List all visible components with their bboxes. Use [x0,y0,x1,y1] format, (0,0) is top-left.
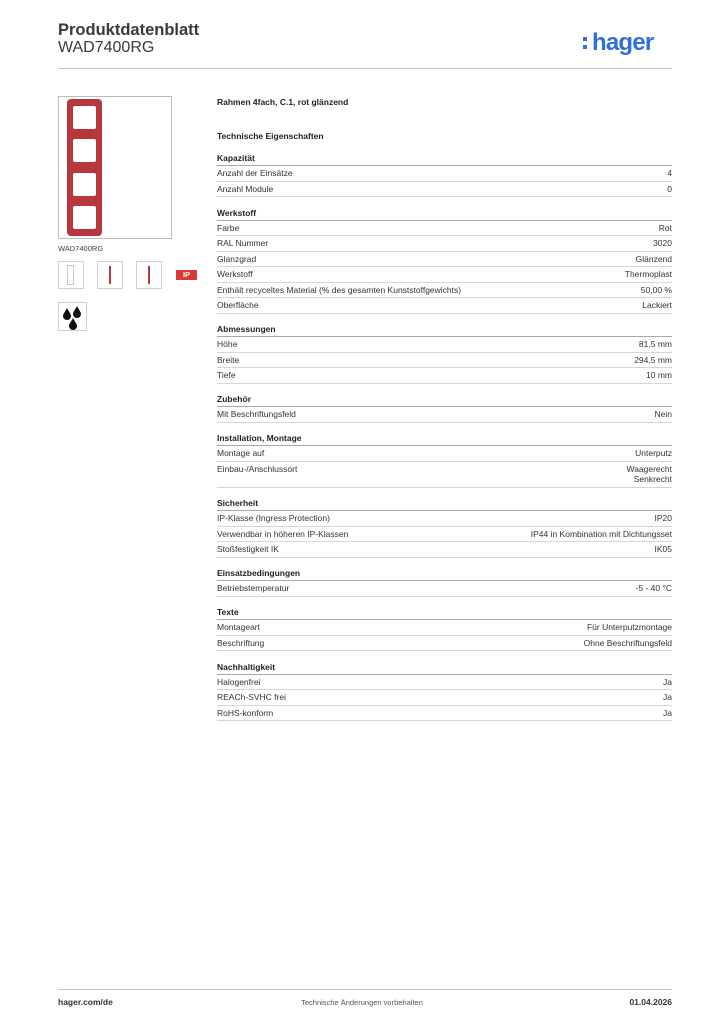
spec-row [217,542,672,558]
spec-value-group [634,355,672,366]
footer-website-link[interactable]: hager.com/de [58,997,113,1007]
spec-value: Glänzend [635,253,672,264]
footer-date: 01.04.2026 [629,997,672,1007]
ip-badge-icon: IP [176,270,197,280]
spec-label: Breite [217,354,240,365]
spec-value: Nein [654,409,672,419]
spec-value: Lackiert [642,300,672,310]
spec-value-group [653,238,672,249]
section-title: Installation, Montage [217,431,672,446]
spec-value: Unterputz [635,448,672,458]
spec-section [217,392,672,423]
spec-value-group [642,300,672,311]
spec-label: Halogenfrei [217,676,261,687]
spec-value-group [587,622,672,633]
spec-label: Beschriftung [217,637,265,648]
spec-row [217,267,672,283]
spec-label: Werkstoff [217,269,253,279]
spec-row [217,407,672,423]
spec-label: Tiefe [217,370,236,380]
spec-section [217,431,672,488]
spec-value-group [663,708,672,719]
spec-label: Verwendbar in höheren IP-Klassen [217,528,349,539]
spec-value: 81,5 mm [638,339,672,349]
spec-value-group [639,339,672,350]
spec-label: Enthält recyceltes Material (% des gesamten Kunststoffgewichts) [217,284,462,295]
spec-value-group [626,464,672,485]
spec-value-group [635,448,672,459]
spec-value-group [655,544,673,555]
spec-value: -5 - 40 °C [635,583,672,593]
logo-dots-icon [583,37,588,53]
footer-divider [58,989,672,990]
spec-value-group [667,184,672,195]
spec-row [217,675,672,691]
header-divider [58,68,672,69]
logo-text: hager [592,29,654,56]
spec-row [217,252,672,268]
spec-value: IP20 [654,513,672,523]
spec-section [217,206,672,314]
spec-value: 3020 [653,238,672,248]
section-title: Werkstoff [217,206,672,221]
water-drops-icon [58,302,87,331]
section-title: Zubehör [217,392,672,407]
spec-row [217,283,672,299]
spec-value-group [531,529,672,540]
spec-value-group [636,254,672,265]
spec-value: IP44 in Kombination mit Dichtungsset [530,528,672,539]
spec-label: IP-Klasse (Ingress Protection) [217,513,330,523]
spec-value: IK05 [654,544,672,554]
image-caption: WAD7400RG [58,244,104,253]
spec-section [217,496,672,558]
thumbnail-outline-drawing[interactable] [58,261,84,289]
spec-row [217,353,672,369]
spec-value: 294,5 mm [634,354,672,365]
spec-value-group [636,583,672,594]
spec-section [217,322,672,384]
section-title: Sicherheit [217,496,672,511]
spec-row [217,221,672,237]
spec-label: Farbe [217,222,240,233]
spec-section [217,605,672,651]
section-title: Einsatzbedingungen [217,566,672,581]
spec-row [217,446,672,462]
spec-row [217,236,672,252]
spec-row [217,690,672,706]
spec-value-group [646,370,672,381]
page-title: Produktdatenblatt [58,21,200,39]
spec-value-group [655,409,672,420]
spec-value-group [655,513,673,524]
spec-label: Höhe [217,339,238,349]
spec-value-group [584,638,672,649]
spec-row [217,462,672,488]
thumbnail-front-view[interactable] [97,261,123,289]
spec-label: Oberfläche [217,300,259,310]
spec-row [217,636,672,652]
outline-drawing-icon [67,265,74,285]
frame-side-icon [148,266,150,284]
spec-row [217,620,672,636]
spec-row [217,511,672,527]
spec-row [217,368,672,384]
spec-label: REACh-SVHC frei [217,692,286,702]
spec-label: Einbau-/Anschlussort [217,463,298,474]
spec-label: Montageart [217,622,260,632]
section-title: Kapazität [217,151,672,166]
section-title: Nachhaltigkeit [217,660,672,675]
spec-value-secondary: Senkrecht [633,474,672,484]
spec-value-group [667,168,672,179]
spec-value: Rot [658,222,672,233]
spec-value: Ohne Beschriftungsfeld [583,637,672,648]
spec-value: Ja [663,692,672,702]
thumbnail-side-view[interactable] [136,261,162,289]
spec-value: 4 [667,168,672,178]
spec-value-group [663,677,672,688]
spec-label: Glanzgrad [217,253,257,264]
hager-logo [592,29,653,57]
spec-row [217,337,672,353]
spec-table [217,151,672,730]
spec-value-group [659,223,672,234]
article-number: WAD7400RG [58,39,155,56]
spec-value: 50,00 % [640,284,672,295]
spec-label: Betriebstemperatur [217,583,290,593]
spec-section [217,151,672,197]
spec-value: Thermoplast [624,269,672,279]
product-image [58,96,172,239]
spec-label: RAL Nummer [217,238,269,248]
spec-label: Mit Beschriftungsfeld [217,409,296,419]
spec-value: Für Unterputzmontage [586,622,672,632]
spec-row [217,581,672,597]
spec-label: Anzahl Module [217,183,274,194]
product-description: Rahmen 4fach, C.1, rot glänzend [217,97,349,107]
technical-heading: Technische Eigenschaften [217,131,324,141]
spec-section [217,660,672,722]
spec-value: Waagerecht [626,463,672,474]
spec-row [217,182,672,198]
section-title: Texte [217,605,672,620]
spec-label: Montage auf [217,448,265,458]
spec-label: Stoßfestigkeit IK [217,544,279,554]
spec-row [217,166,672,182]
frame-front-icon [109,266,111,284]
spec-value: Ja [663,707,672,718]
section-title: Abmessungen [217,322,672,337]
spec-value: 10 mm [646,370,672,380]
spec-row [217,706,672,722]
spec-value: 0 [667,183,672,194]
spec-row [217,298,672,314]
spec-section [217,566,672,597]
footer-notice: Technische Änderungen vorbehalten [301,998,423,1007]
spec-label: RoHS-konform [217,707,274,718]
spec-value-group [663,692,672,703]
spec-value-group [641,285,672,296]
spec-value-group [625,269,672,280]
spec-value: Ja [663,676,672,687]
spec-label: Anzahl der Einsätze [217,168,293,178]
spec-row [217,527,672,543]
frame-4fach-icon [67,99,102,236]
